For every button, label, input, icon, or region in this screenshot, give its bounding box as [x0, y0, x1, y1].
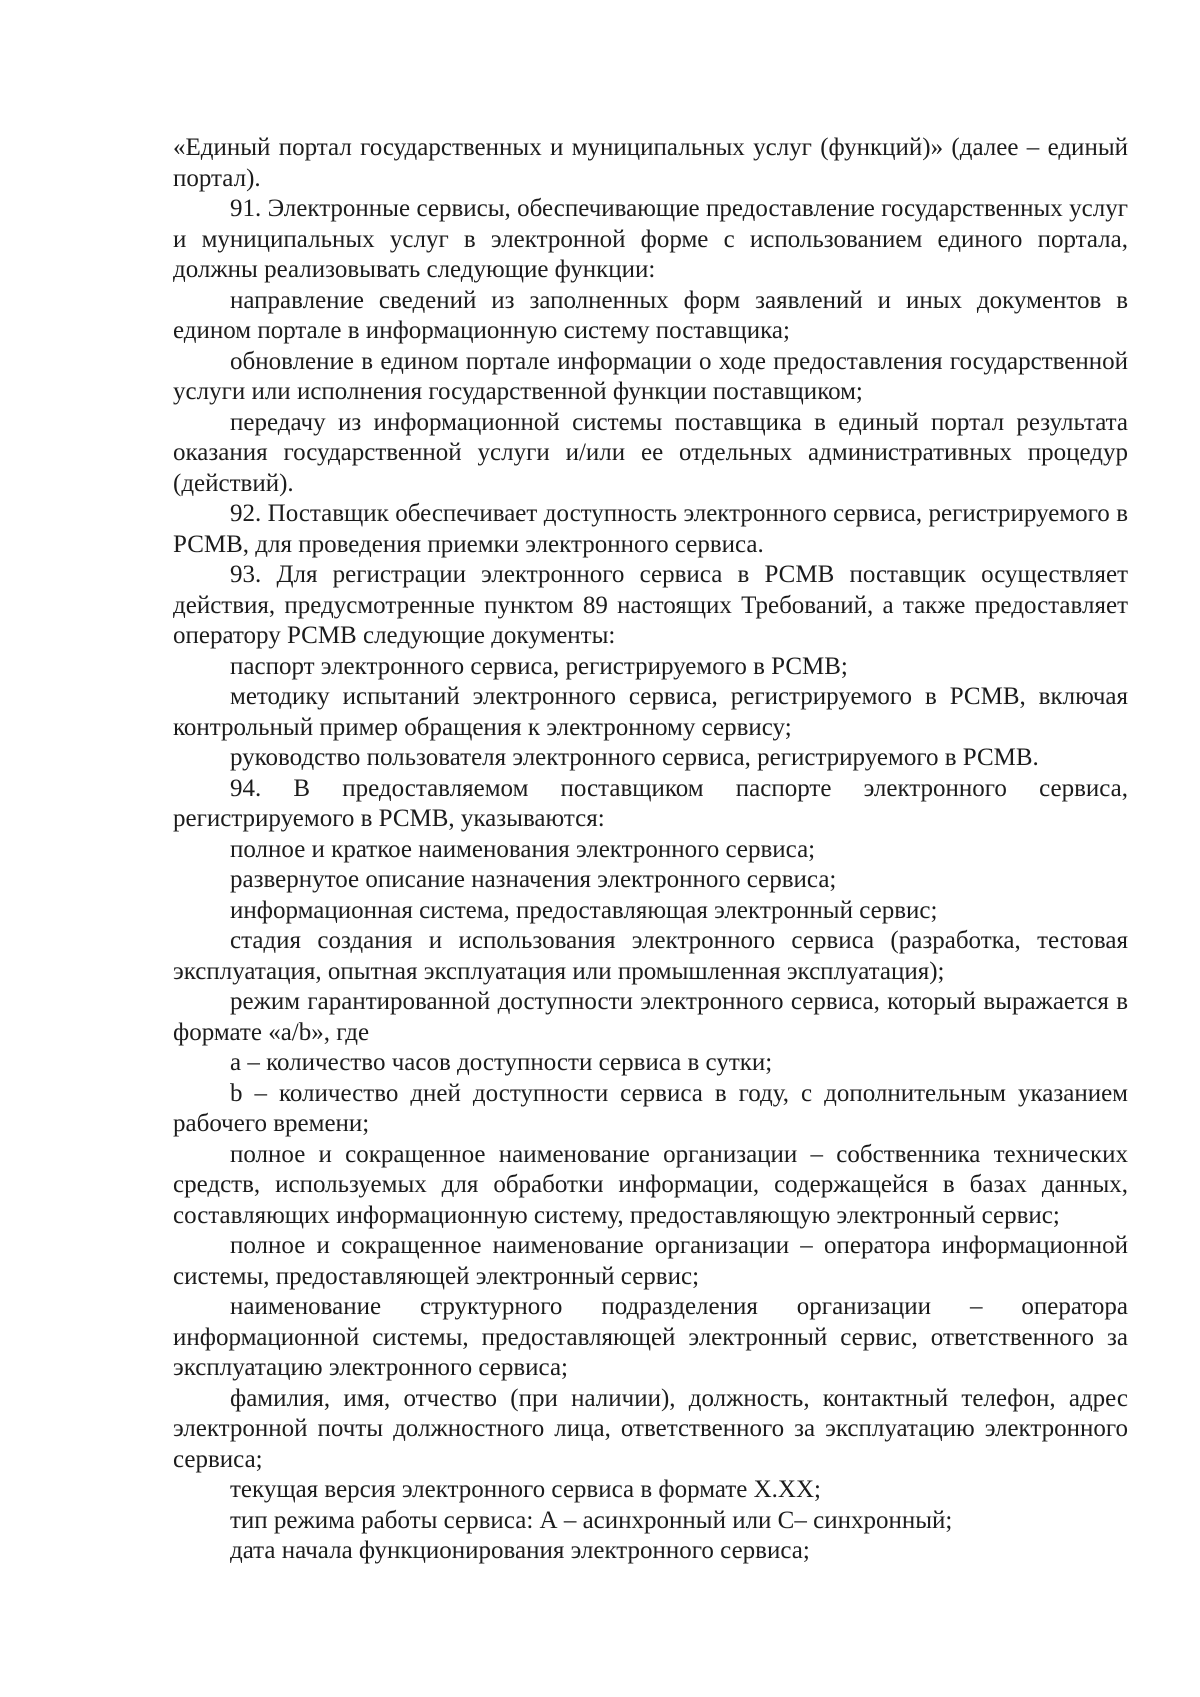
list-item-system-operator: полное и сокращенное наименование организации – оператора информационной системы, предоставляющей электронный сервис; — [173, 1232, 1128, 1290]
paragraph-93: 93. Для регистрации электронного сервиса в РСМВ поставщик осуществляет действия, предусмотренные пунктом 89 настоящих Требований, а также предоставляет оператору РСМВ следующие документы: — [173, 561, 1128, 649]
paragraph-portal-definition: «Единый портал государственных и муниципальных услуг (функций)» (далее – единый портал). — [173, 134, 1128, 192]
list-item-hardware-owner: полное и сокращенное наименование организации – собственника технических средств, используемых для обработки информации, содержащейся в базах данных, составляющих информационную систему, предоставляющую электронный сервис; — [173, 1140, 1128, 1229]
list-item-availability-mode: режим гарантированной доступности электронного сервиса, который выражается в формате «a/b», где — [173, 988, 1128, 1046]
list-item-doc-passport: паспорт электронного сервиса, регистрируемого в РСМВ; — [230, 652, 848, 680]
list-item-operator-department: наименование структурного подразделения организации – оператора информационной системы, предоставляющей электронный сервис, ответственного за эксплуатацию электронного сервиса; — [173, 1293, 1128, 1381]
list-item-service-names: полное и краткое наименования электронного сервиса; — [230, 835, 816, 863]
list-item-current-version: текущая версия электронного сервиса в формате X.XX; — [230, 1476, 821, 1503]
list-item-responsible-person: фамилия, имя, отчество (при наличии), должность, контактный телефон, адрес электронной почты должностного лица, ответственного за эксплуатацию электронного сервиса; — [173, 1384, 1128, 1473]
paragraph-92: 92. Поставщик обеспечивает доступность электронного сервиса, регистрируемого в РСМВ, для проведения приемки электронного сервиса. — [173, 500, 1128, 558]
list-item-function-update-info: обновление в едином портале информации о ходе предоставления государственной услуги или исполнения государственной функции поставщиком; — [173, 347, 1128, 405]
paragraph-94: 94. В предоставляемом поставщиком паспорте электронного сервиса, регистрируемого в РСМВ, указываются: — [173, 774, 1128, 832]
list-item-doc-user-guide: руководство пользователя электронного сервиса, регистрируемого в РСМВ. — [230, 744, 1039, 771]
list-item-function-transfer-result: передачу из информационной системы поставщика в единый портал результата оказания государственной услуги и/или ее отдельных административных процедур (действий). — [173, 408, 1128, 497]
paragraph-91: 91. Электронные сервисы, обеспечивающие предоставление государственных услуг и муниципальных услуг в электронной форме с использованием единого портала, должны реализовывать следующие функции: — [173, 195, 1128, 283]
list-item-service-stage: стадия создания и использования электронного сервиса (разработка, тестовая эксплуатация, опытная эксплуатация или промышленная эксплуатация); — [173, 927, 1128, 985]
document-body — [173, 133, 1128, 1567]
list-item-start-date: дата начала функционирования электронного сервиса; — [230, 1537, 810, 1564]
list-item-availability-days: b – количество дней доступности сервиса в году, с дополнительным указанием рабочего времени; — [173, 1079, 1128, 1137]
list-item-availability-hours: a – количество часов доступности сервиса в сутки; — [230, 1049, 773, 1076]
list-item-service-description: развернутое описание назначения электронного сервиса; — [230, 866, 837, 893]
list-item-mode-type: тип режима работы сервиса: А – асинхронный или С– синхронный; — [230, 1506, 953, 1534]
list-item-doc-test-method: методику испытаний электронного сервиса, регистрируемого в РСМВ, включая контрольный пример обращения к электронному сервису; — [173, 683, 1128, 741]
list-item-function-send-data: направление сведений из заполненных форм заявлений и иных документов в едином портале в информационную систему поставщика; — [173, 286, 1128, 344]
list-item-information-system: информационная система, предоставляющая электронный сервис; — [230, 896, 938, 924]
